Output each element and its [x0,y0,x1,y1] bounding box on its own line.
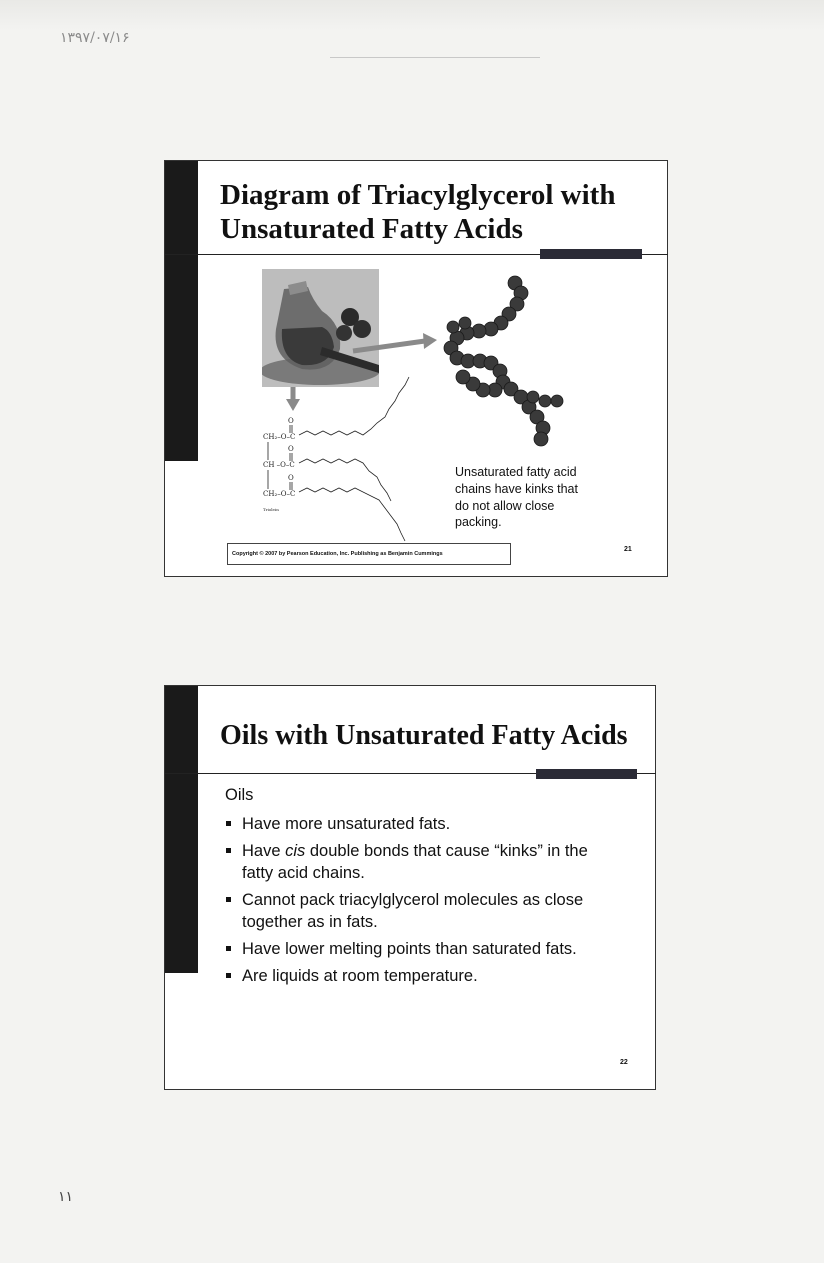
svg-text:O: O [288,417,294,425]
svg-text:O: O [288,474,294,482]
caption-line: chains have kinks that [455,481,578,496]
svg-text:CH₂–O–C: CH₂–O–C [263,490,296,498]
handwritten-date: ۱۳۹۷/۰۷/۱۶ [60,30,130,46]
body-heading: Oils [225,786,254,804]
list-item: Cannot pack triacylglycerol molecules as close together as in fats. [225,889,615,933]
bullet-list [225,813,615,992]
slide-title: Oils with Unsaturated Fatty Acids [220,720,628,751]
svg-text:O: O [288,445,294,453]
list-item: Have more unsaturated fats. [225,813,615,835]
list-item: Are liquids at room temperature. [225,965,615,987]
slide-title-line-1: Diagram of Triacylglycerol with [220,179,616,211]
list-item: Have cis double bonds that cause “kinks” in the fatty acid chains. [225,840,615,884]
caption-line: do not allow close [455,498,555,513]
figure-label: Triolein [263,507,279,512]
caption-line: packing. [455,515,502,530]
copyright-notice: Copyright © 2007 by Pearson Education, Inc. Publishing as Benjamin Cummings [227,543,511,565]
slide-21 [164,160,668,577]
slide-number: 21 [624,546,632,553]
kink-caption [455,464,605,531]
caption-line: Unsaturated fatty acid [455,465,577,479]
slide-number: 22 [620,1059,628,1066]
slide-22 [164,685,656,1090]
svg-text:CH₂–O–C: CH₂–O–C [263,433,296,441]
list-item: Have lower melting points than saturated fats. [225,938,615,960]
scan-edge [0,0,824,30]
slide-title-line-2: Unsaturated Fatty Acids [220,212,523,245]
svg-text:CH –O–C: CH –O–C [263,461,295,469]
handwritten-underline [330,57,540,58]
title-accent-block [536,769,637,779]
slide-accent-bar [165,686,198,973]
page-number: ۱۱ [58,1189,74,1205]
